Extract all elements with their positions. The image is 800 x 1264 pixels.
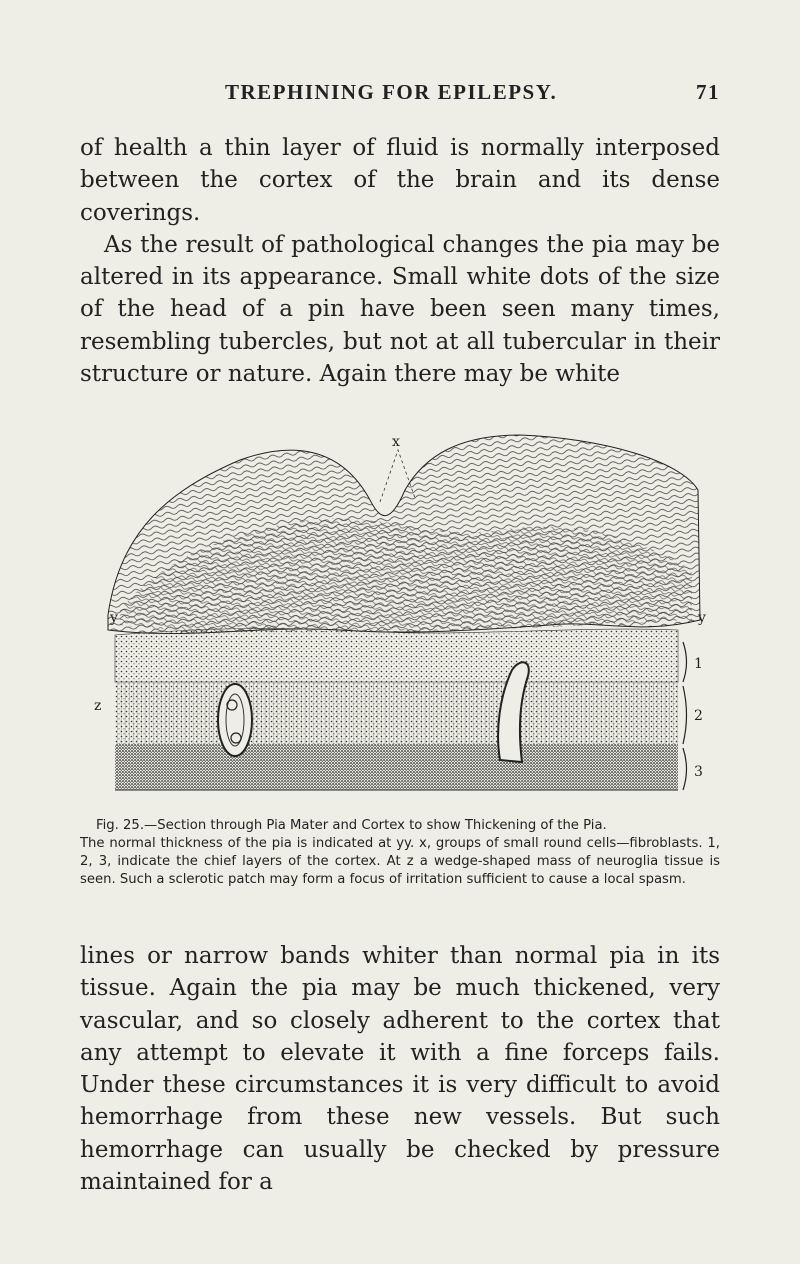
label-layer-1: 1	[694, 656, 703, 672]
label-layer-3: 3	[694, 764, 703, 780]
label-layer-2: 2	[694, 708, 703, 724]
body-text-bottom	[80, 940, 720, 1198]
label-y-right: y	[698, 610, 706, 626]
histology-figure	[80, 420, 720, 810]
body-text-top	[80, 132, 720, 390]
paragraph: lines or narrow bands whiter than normal pia in its tissue. Again the pia may be much thickened, very vascular, and so closely adherent to the cortex that any attempt to elevate it with a fine forceps fails. Under these circumstances it is very difficult to avoid hemorrhage from these new vessels. But such hemorrhage can usually be checked by pressure maintained for a	[80, 943, 720, 1196]
paragraph-continued: of health a thin layer of fluid is normally interposed between the cortex of the brain and its dense coverings.	[80, 135, 720, 226]
caption-lead	[80, 817, 720, 835]
cortex-layer-1	[115, 628, 678, 682]
vessel-cross-section	[218, 684, 252, 756]
cortex-layer-3	[115, 744, 678, 790]
caption-text: The normal thickness of the pia is indicated at yy. x, groups of small round cells—fibroblasts. 1, 2, 3, indicate the chief layers of the cortex. At z a wedge-shaped mass of neuroglia tissue is seen. Such a sclerotic patch may form a focus of irritation sufficient to cause a local spasm.	[80, 836, 720, 887]
running-title: TREPHINING FOR EPILEPSY.	[225, 80, 558, 104]
figure-illustration	[80, 420, 720, 810]
running-header	[80, 80, 720, 110]
label-x: x	[392, 434, 400, 450]
paragraph: As the result of pathological changes the pia may be altered in its appearance. Small white dots of the size of the head of a pin have been seen many times, resembling tubercles, but not at all tubercular in their structure or nature. Again there may be white	[80, 231, 720, 388]
caption-fig-number: Fig. 25.	[96, 818, 145, 833]
label-z: z	[94, 698, 102, 714]
label-y-left: y	[110, 610, 118, 626]
caption-title: —Section through Pia Mater and Cortex to show Thickening of the Pia.	[144, 818, 607, 833]
page-number: 71	[696, 80, 720, 104]
figure-caption	[80, 817, 720, 889]
